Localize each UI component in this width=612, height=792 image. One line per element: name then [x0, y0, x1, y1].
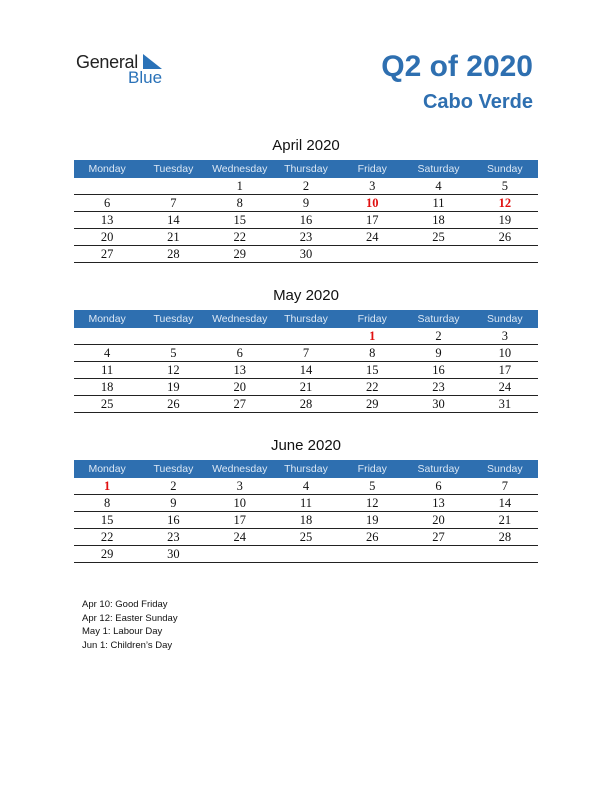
- day-cell: 6: [405, 478, 471, 495]
- day-cell: 28: [273, 396, 339, 413]
- day-cell: 25: [273, 529, 339, 546]
- weekday-header: Tuesday: [140, 460, 206, 478]
- week-row: [74, 362, 538, 379]
- day-cell: 27: [74, 246, 140, 263]
- day-cell: [74, 328, 140, 345]
- weekday-header: Thursday: [273, 160, 339, 178]
- day-cell: [273, 328, 339, 345]
- day-cell: 14: [472, 495, 538, 512]
- week-row: [74, 195, 538, 212]
- day-cell: 11: [405, 195, 471, 212]
- day-cell: 10: [207, 495, 273, 512]
- weekday-header: Wednesday: [207, 310, 273, 328]
- weekday-header: Saturday: [405, 160, 471, 178]
- day-cell: 7: [140, 195, 206, 212]
- day-cell: 13: [74, 212, 140, 229]
- day-cell: 30: [140, 546, 206, 563]
- day-cell: 29: [339, 396, 405, 413]
- weekday-header: Friday: [339, 310, 405, 328]
- holiday-day-cell: 12: [472, 195, 538, 212]
- weekday-header: Saturday: [405, 460, 471, 478]
- month-title: May 2020: [273, 287, 339, 304]
- day-cell: 28: [140, 246, 206, 263]
- day-cell: 17: [339, 212, 405, 229]
- holiday-note: May 1: Labour Day: [82, 626, 163, 637]
- day-cell: 15: [339, 362, 405, 379]
- day-cell: [339, 546, 405, 563]
- weekday-header: Thursday: [273, 460, 339, 478]
- day-cell: [339, 246, 405, 263]
- weekday-header: Friday: [339, 460, 405, 478]
- day-cell: [405, 546, 471, 563]
- day-cell: 23: [405, 379, 471, 396]
- weekday-header: Monday: [74, 160, 140, 178]
- day-cell: 20: [74, 229, 140, 246]
- month-calendar: [74, 287, 538, 413]
- week-row: [74, 546, 538, 563]
- day-cell: 11: [74, 362, 140, 379]
- day-cell: 23: [273, 229, 339, 246]
- day-cell: 19: [339, 512, 405, 529]
- logo-text-general: General: [76, 52, 138, 72]
- day-cell: 13: [207, 362, 273, 379]
- day-cell: 7: [273, 345, 339, 362]
- day-cell: 20: [207, 379, 273, 396]
- month-table: [74, 160, 538, 263]
- day-cell: 9: [273, 195, 339, 212]
- day-cell: [273, 546, 339, 563]
- week-row: [74, 229, 538, 246]
- day-cell: 14: [273, 362, 339, 379]
- day-cell: [207, 328, 273, 345]
- week-row: [74, 178, 538, 195]
- day-cell: 24: [339, 229, 405, 246]
- week-row: [74, 478, 538, 495]
- day-cell: 30: [273, 246, 339, 263]
- day-cell: 12: [140, 362, 206, 379]
- day-cell: 3: [339, 178, 405, 195]
- day-cell: 22: [339, 379, 405, 396]
- day-cell: [74, 178, 140, 195]
- week-row: [74, 495, 538, 512]
- day-cell: 9: [405, 345, 471, 362]
- weekday-header: Sunday: [472, 160, 538, 178]
- day-cell: 16: [405, 362, 471, 379]
- day-cell: 13: [405, 495, 471, 512]
- day-cell: 17: [472, 362, 538, 379]
- weekday-header: Sunday: [472, 310, 538, 328]
- month-title: June 2020: [270, 437, 342, 454]
- day-cell: 11: [273, 495, 339, 512]
- week-row: [74, 379, 538, 396]
- day-cell: 4: [405, 178, 471, 195]
- month-table: [74, 310, 538, 413]
- day-cell: 5: [140, 345, 206, 362]
- day-cell: 8: [207, 195, 273, 212]
- logo-text-blue: Blue: [128, 68, 163, 87]
- day-cell: 1: [207, 178, 273, 195]
- day-cell: 23: [140, 529, 206, 546]
- weekday-header: Tuesday: [140, 160, 206, 178]
- page-title: Q2 of 2020: [381, 50, 533, 83]
- day-cell: 8: [339, 345, 405, 362]
- day-cell: [140, 328, 206, 345]
- day-cell: 15: [74, 512, 140, 529]
- day-cell: 5: [472, 178, 538, 195]
- week-row: [74, 328, 538, 345]
- week-row: [74, 345, 538, 362]
- weekday-header: Friday: [339, 160, 405, 178]
- day-cell: 12: [339, 495, 405, 512]
- holiday-note: Jun 1: Children’s Day: [82, 639, 173, 651]
- day-cell: 25: [74, 396, 140, 413]
- day-cell: 14: [140, 212, 206, 229]
- weekday-header: Wednesday: [207, 160, 273, 178]
- day-cell: 3: [472, 328, 538, 345]
- weekday-header: Saturday: [405, 310, 471, 328]
- day-cell: 27: [405, 529, 471, 546]
- day-cell: 6: [207, 345, 273, 362]
- day-cell: 20: [405, 512, 471, 529]
- month-table: [74, 460, 538, 563]
- day-cell: 2: [405, 328, 471, 345]
- day-cell: [405, 246, 471, 263]
- week-row: [74, 212, 538, 229]
- weekday-header: Monday: [74, 460, 140, 478]
- day-cell: 2: [140, 478, 206, 495]
- day-cell: 24: [207, 529, 273, 546]
- day-cell: 9: [140, 495, 206, 512]
- day-cell: 21: [140, 229, 206, 246]
- day-cell: 22: [74, 529, 140, 546]
- day-cell: [472, 246, 538, 263]
- week-row: [74, 529, 538, 546]
- day-cell: 29: [74, 546, 140, 563]
- day-cell: 18: [74, 379, 140, 396]
- day-cell: 26: [472, 229, 538, 246]
- holiday-note: Apr 12: Easter Sunday: [82, 612, 178, 624]
- day-cell: 3: [207, 478, 273, 495]
- day-cell: 27: [207, 396, 273, 413]
- country-name: Cabo Verde: [422, 91, 533, 113]
- day-cell: 25: [405, 229, 471, 246]
- weekday-header: Monday: [74, 310, 140, 328]
- week-row: [74, 246, 538, 263]
- day-cell: 30: [405, 396, 471, 413]
- day-cell: 31: [472, 396, 538, 413]
- month-title: April 2020: [272, 137, 340, 154]
- weekday-header: Sunday: [472, 460, 538, 478]
- day-cell: 8: [74, 495, 140, 512]
- day-cell: 22: [207, 229, 273, 246]
- holiday-day-cell: 1: [74, 478, 140, 495]
- day-cell: 19: [140, 379, 206, 396]
- day-cell: 16: [273, 212, 339, 229]
- month-calendar: [74, 137, 538, 263]
- day-cell: 4: [74, 345, 140, 362]
- day-cell: 4: [273, 478, 339, 495]
- day-cell: 26: [339, 529, 405, 546]
- weekday-header: Wednesday: [207, 460, 273, 478]
- day-cell: 15: [207, 212, 273, 229]
- day-cell: [472, 546, 538, 563]
- day-cell: 18: [273, 512, 339, 529]
- day-cell: 17: [207, 512, 273, 529]
- day-cell: [140, 178, 206, 195]
- holiday-day-cell: 10: [339, 195, 405, 212]
- day-cell: 24: [472, 379, 538, 396]
- day-cell: 29: [207, 246, 273, 263]
- day-cell: 10: [472, 345, 538, 362]
- weekday-header: Tuesday: [140, 310, 206, 328]
- weekday-header: Thursday: [273, 310, 339, 328]
- day-cell: 26: [140, 396, 206, 413]
- day-cell: 19: [472, 212, 538, 229]
- day-cell: [207, 546, 273, 563]
- day-cell: 2: [273, 178, 339, 195]
- day-cell: 6: [74, 195, 140, 212]
- day-cell: 5: [339, 478, 405, 495]
- week-row: [74, 512, 538, 529]
- day-cell: 28: [472, 529, 538, 546]
- week-row: [74, 396, 538, 413]
- day-cell: 18: [405, 212, 471, 229]
- month-calendar: [74, 437, 538, 563]
- holiday-day-cell: 1: [339, 328, 405, 345]
- day-cell: 21: [472, 512, 538, 529]
- day-cell: 7: [472, 478, 538, 495]
- holiday-notes: [82, 598, 178, 652]
- day-cell: 16: [140, 512, 206, 529]
- holiday-note: Apr 10: Good Friday: [82, 599, 168, 610]
- day-cell: 21: [273, 379, 339, 396]
